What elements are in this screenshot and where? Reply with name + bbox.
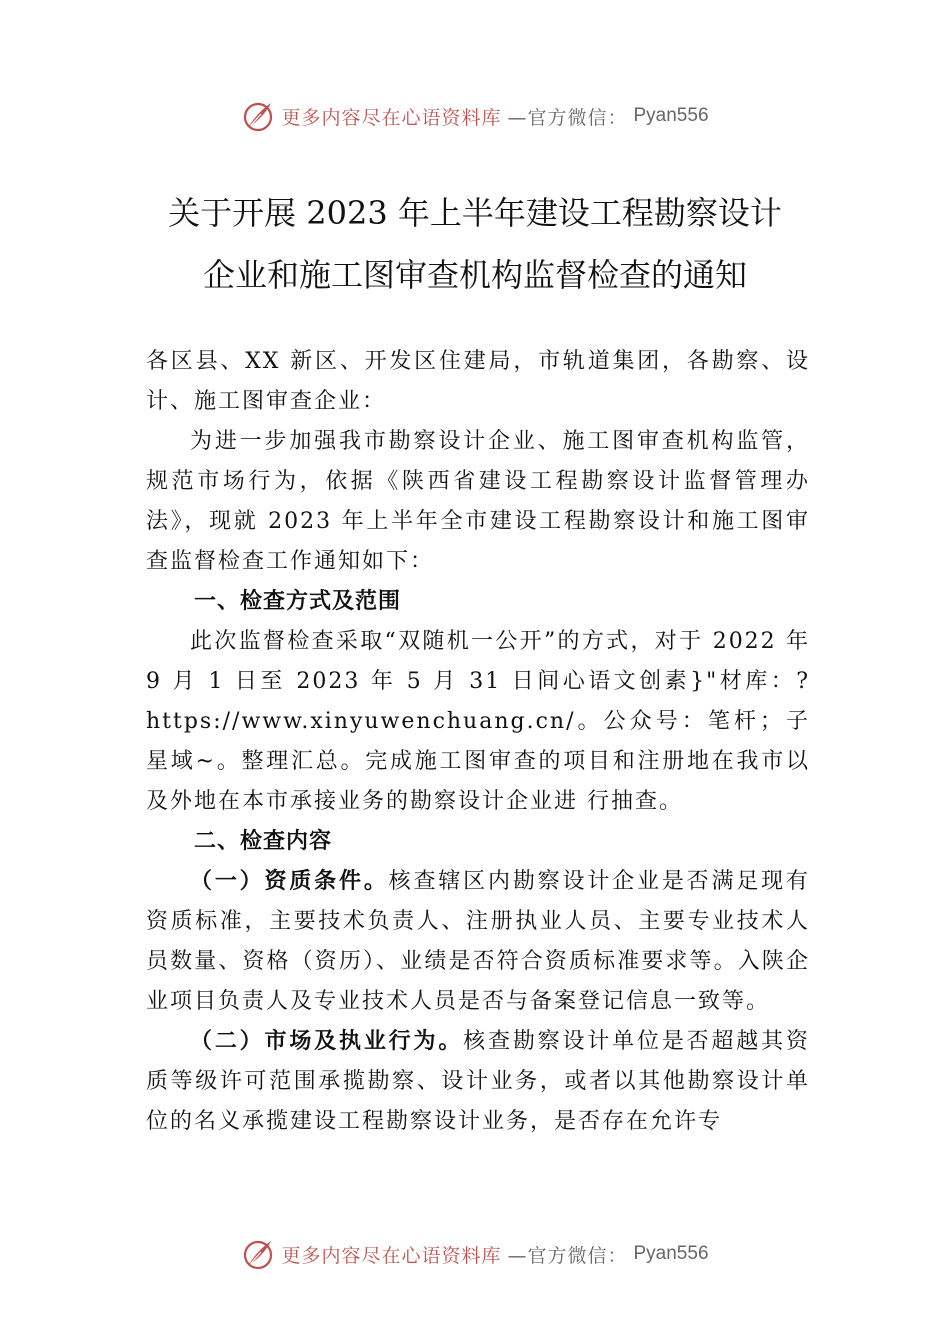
section-2-item-1 [146,862,810,1022]
section-1-heading: 一、检查方式及范围 [194,589,402,614]
intro-paragraph: 为进一步加强我市勘察设计企业、施工图审查机构监管，规范市场行为，依据《陕西省建设工程勘察设计监督管理办法》，现就 2023 年上半年全市建设工程勘察设计和施工图审查监督检查工作通知如下： [146,429,810,574]
item-2-lead: （二）市场及执业行为。 [190,1029,464,1054]
title-line-2: 企业和施工图审查机构监督检查的通知 [202,256,747,294]
watermark-text: 更多内容尽在心语资料库 [281,1244,502,1267]
footer-watermark [0,1234,950,1274]
header-watermark [0,96,950,136]
document-body [146,342,810,1142]
section-1-body: 此次监督检查采取“双随机一公开”的方式，对于 2022 年 9 月 1 日至 2023 年 5 月 31 日间心语文创素}"材库：?https://www.xinyuwenchuang.cn/。公众号：笔杆；子星域~。整理汇总。完成施工图审查的项目和注册地在我市以及外地在本市承接业务的勘察设计企业进 行抽查。 [146,629,810,814]
watermark-wechat-id: Pyan556 [633,105,709,126]
document-title [0,182,950,306]
watermark-separator: —官方微信： [507,1244,628,1267]
title-line-1: 关于开展 2023 年上半年建设工程勘察设计 [168,194,782,232]
quill-circle-icon [241,1237,275,1271]
item-2-body: 核查勘察设计单位是否超越其资质等级许可范围承揽勘察、设计业务，或者以其他勘察设计单位的名义承揽建设工程勘察设计业务，是否存在允许专 [146,1029,810,1134]
quill-circle-icon [241,99,275,133]
salutation: 各区县、XX 新区、开发区住建局，市轨道集团，各勘察、设计、施工图审查企业： [146,349,810,414]
watermark-separator: —官方微信： [507,106,628,129]
item-1-lead: （一）资质条件。 [190,869,389,894]
section-2-heading: 二、检查内容 [194,829,333,854]
section-2-item-2 [146,1022,810,1142]
item-1-body: 核查辖区内勘察设计企业是否满足现有资质标准，主要技术负责人、注册执业人员、主要专业技术人员数量、资格（资历）、业绩是否符合资质标准要求等。入陕企业项目负责人及专业技术人员是否与备案登记信息一致等。 [146,869,810,1014]
watermark-wechat-id: Pyan556 [633,1243,709,1264]
watermark-text: 更多内容尽在心语资料库 [281,106,502,129]
